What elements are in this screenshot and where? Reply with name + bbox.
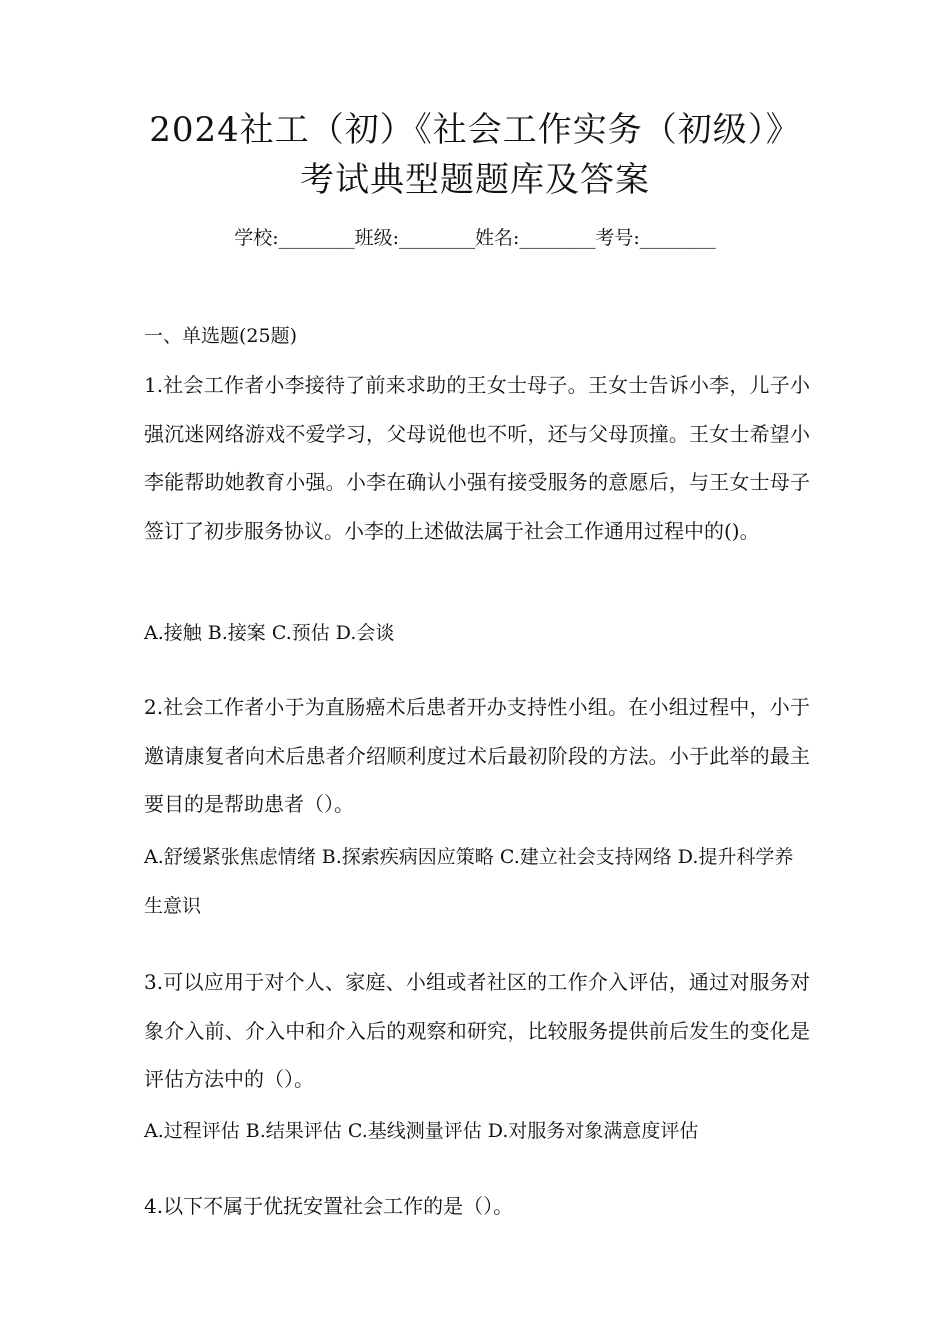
question-1-options: A.接触 B.接案 C.预估 D.会谈 <box>144 622 395 644</box>
question-2-stem: 2.社会工作者小于为直肠癌术后患者开办支持性小组。在小组过程中，小于邀请康复者向术后患者介绍顺利度过术后最初阶段的方法。小于此举的最主要目的是帮助患者（）。 <box>144 695 810 816</box>
question-2-options: A.舒缓紧张焦虑情绪 B.探索疾病因应策略 C.建立社会支持网络 D.提升科学养生意识 <box>144 846 794 917</box>
document-title-line-2: 考试典型题题库及答案 <box>300 160 650 200</box>
student-info-line: 学校:________班级:________姓名:________考号:________ <box>234 227 716 249</box>
question-4-stem: 4.以下不属于优抚安置社会工作的是（）。 <box>144 1194 514 1218</box>
question-3-stem: 3.可以应用于对个人、家庭、小组或者社区的工作介入评估，通过对服务对象介入前、介入中和介入后的观察和研究，比较服务提供前后发生的变化是评估方法中的（）。 <box>144 970 810 1091</box>
question-1-stem: 1.社会工作者小李接待了前来求助的王女士母子。王女士告诉小李，儿子小强沉迷网络游戏不爱学习，父母说他也不听，还与父母顶撞。王女士希望小李能帮助她教育小强。小李在确认小强有接受服务的意愿后，与王女士母子签订了初步服务协议。小李的上述做法属于社会工作通用过程中的()。 <box>144 373 810 543</box>
question-3-options: A.过程评估 B.结果评估 C.基线测量评估 D.对服务对象满意度评估 <box>144 1120 699 1142</box>
document-title-line-1: 2024社工（初）《社会工作实务（初级）》 <box>149 110 801 150</box>
section-heading: 一、单选题(25题) <box>144 325 298 347</box>
